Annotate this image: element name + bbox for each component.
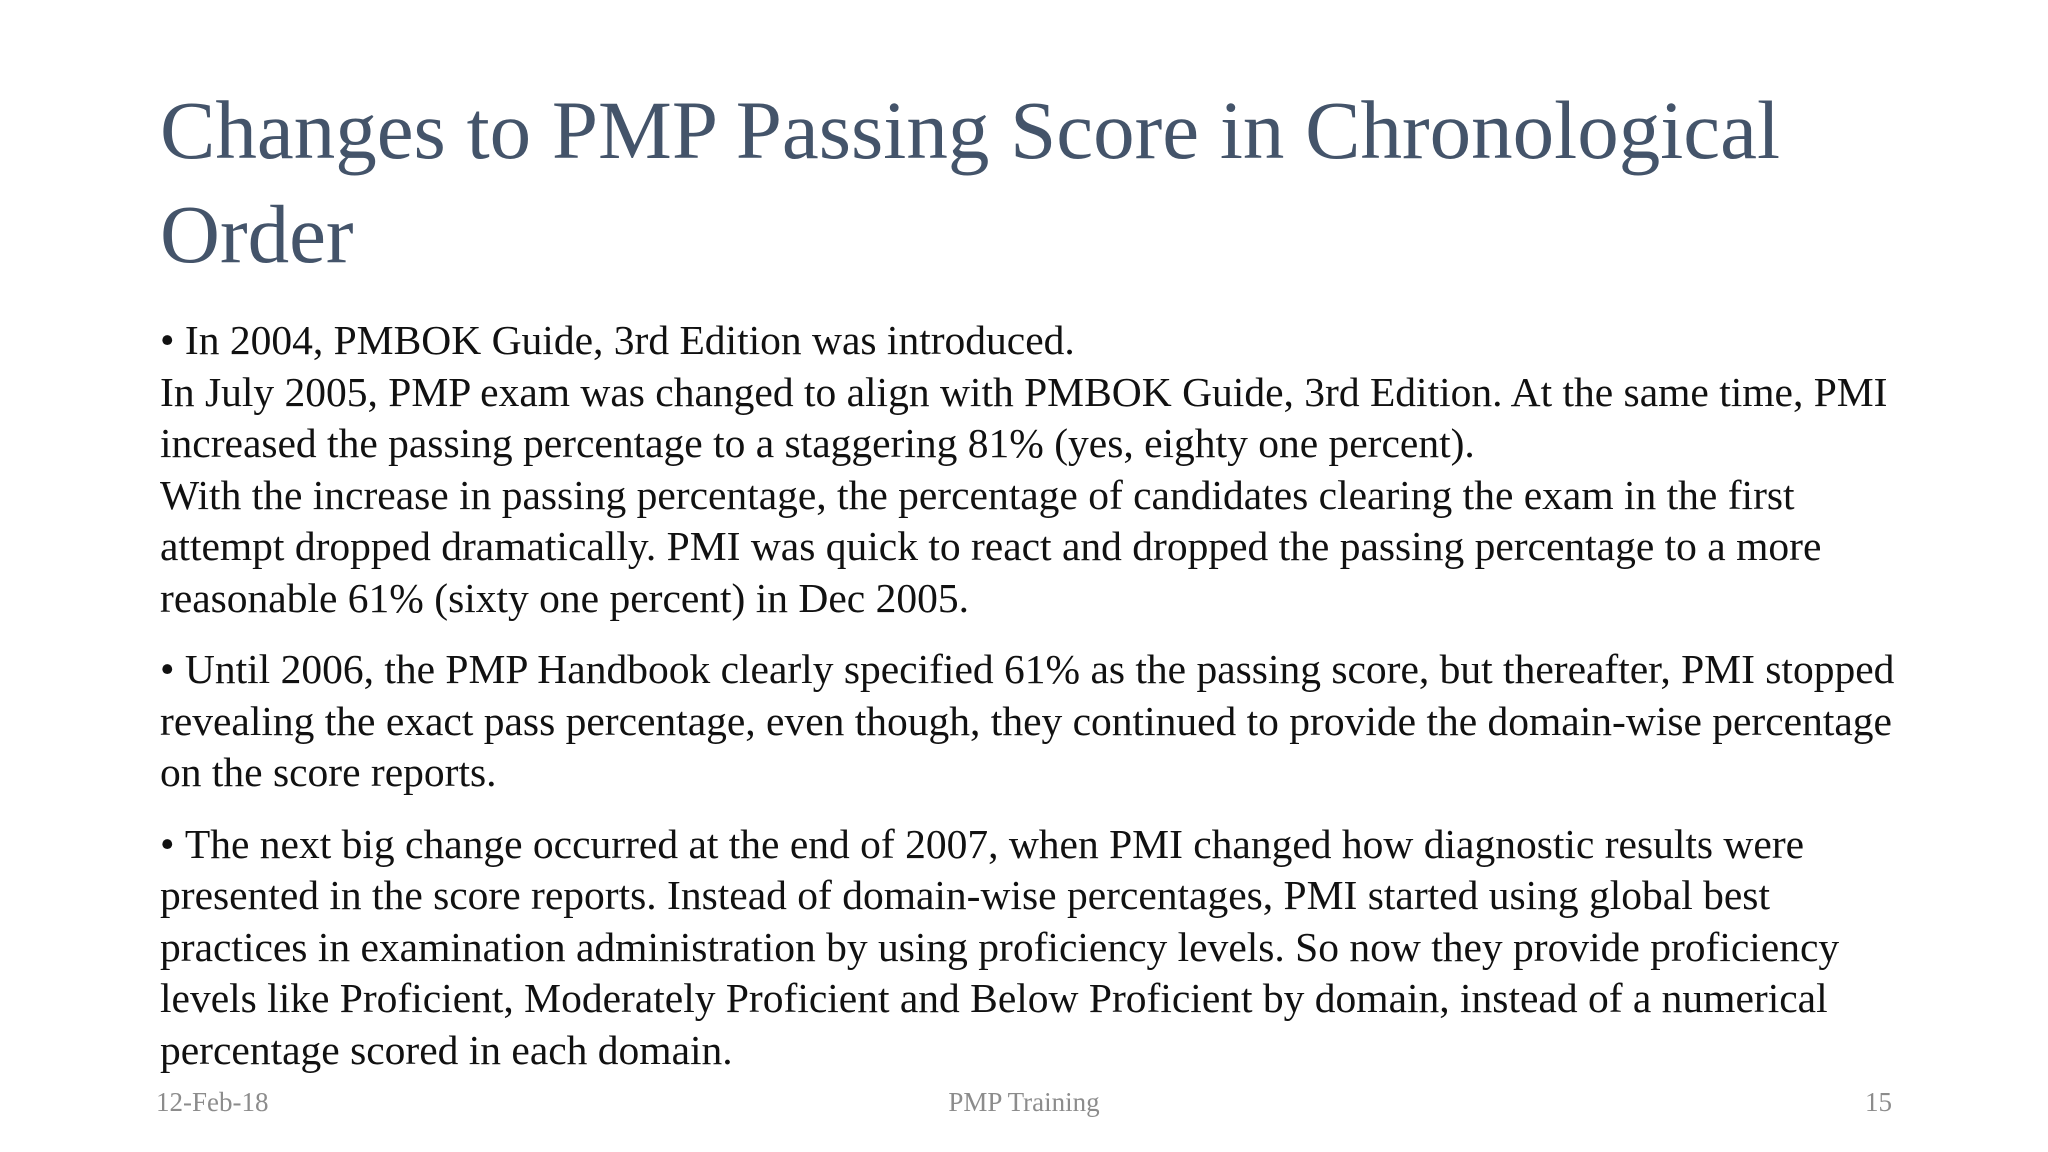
bullet-paragraph: • The next big change occurred at the end of 2007, when PMI changed how diagnostic results were presented in the score reports. Instead of domain-wise percentages, PMI started using global best practices in examination administration by using proficiency levels. So now they provide proficiency levels like Proficient, Moderately Proficient and Below Proficient by domain, instead of a numerical percentage scored in each domain.	[160, 819, 1900, 1077]
bullet-paragraph: • In 2004, PMBOK Guide, 3rd Edition was introduced.	[160, 315, 1900, 367]
footer-date: 12-Feb-18	[156, 1087, 269, 1117]
body-paragraph: In July 2005, PMP exam was changed to align with PMBOK Guide, 3rd Edition. At the same time, PMI increased the passing percentage to a staggering 81% (yes, eighty one percent).	[160, 368, 1888, 466]
bullet-paragraph: • Until 2006, the PMP Handbook clearly specified 61% as the passing score, but thereafter, PMI stopped revealing the exact pass percentage, even though, they continued to provide the domain-wise percentage on the score reports.	[160, 644, 1900, 799]
slide-title: Changes to PMP Passing Score in Chronological Order	[160, 84, 1780, 280]
footer-page-number: 15	[1865, 1087, 1892, 1117]
slide-body	[160, 315, 1900, 1076]
footer-title: PMP Training	[948, 1087, 1100, 1117]
body-paragraph: With the increase in passing percentage, the percentage of candidates clearing the exam in the first attempt dropped dramatically. PMI was quick to react and dropped the passing percentage to a more reasonable 61% (sixty one percent) in Dec 2005.	[160, 471, 1822, 621]
